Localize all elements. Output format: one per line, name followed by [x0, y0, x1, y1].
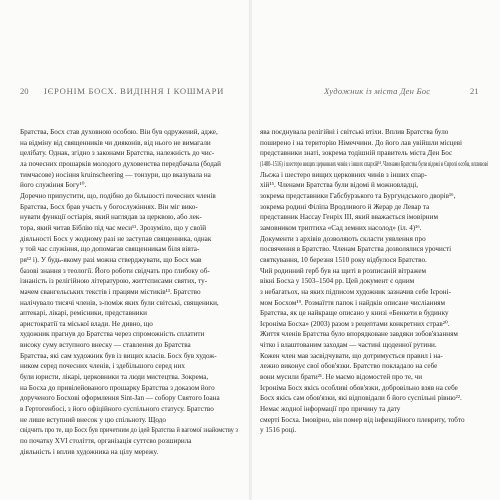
text-line: лежно виконує свої обов'язки. Братство покладало на себе: [260, 362, 438, 371]
text-line: налічувало тисячі членів, з-поміж яких були світські, священики,: [20, 298, 219, 307]
text-line: аптекарі, лікарі, ремісники, представники: [20, 309, 147, 318]
text-line: замовником триптиха «Сад земних насолод» (іл. 4)¹⁶.: [260, 223, 422, 232]
text-line: чітко і влаштованим заходам — частині щоденної рутини.: [260, 341, 437, 350]
text-line: дорученого Босхові оформлення Sint-Jan — собору Святого Іоана: [20, 394, 220, 403]
text-line: у 1516 році.: [260, 426, 297, 435]
left-page: [0, 0, 249, 500]
running-title: Художник із міста Ден Бос: [324, 86, 431, 96]
text-line: поширено і на територію Німеччини. До його лав увійшли місцеві: [260, 138, 463, 147]
text-line: на відміну від священників чи дияконів, від нього не вимагали: [20, 138, 211, 147]
text-line: Життя членів Братства було впорядковане завдяки зобов'язанням: [260, 330, 458, 339]
text-line: Доречно припустити, що, подібно до більшості почесних членів: [20, 191, 216, 200]
text-line: мачем євангельських текстів і працями містиків¹³. Братство: [20, 287, 201, 296]
text-line: не лише вступний внесок у цю спільноту. Щодо: [20, 415, 166, 424]
text-line: нувати функції остіарія, який наглядав за церквою, або лек-: [20, 213, 202, 222]
text-line: в Гертогенбосі, з його офіційного суспільного статусу. Братство: [20, 405, 214, 414]
text-line: мом Босхом¹⁹. Розмаїття папок і найдків описане числіанням: [260, 298, 446, 307]
text-line: Немає жодної інформації про причину та дату: [260, 405, 401, 414]
text-line: Братства, як це найкраще описано у книзі «Бенкети в будинку: [260, 309, 449, 318]
text-line: Ієроніма Босха» (2003) разом з рецептами конкретних страв²⁰.: [260, 319, 450, 328]
text-line: ла почесних прошарків молодого духовенства передбачала (бодай: [20, 159, 221, 168]
text-line: (1480–1516) і шестеро вищих церковних чинів з інших єпархій¹⁴. Членами Братства були відомі в Європі особи, впливові: [260, 159, 488, 168]
text-line: аристократії та міської влади. Не дивно, що: [20, 319, 153, 328]
text-line: хій¹⁵. Членами Братства були відомі й можновладці,: [260, 181, 419, 190]
text-line: ява поєднувала релігійні і світські втіхи. Вплив Братства було: [260, 128, 449, 136]
text-line: ником серед почесних членів, і здебільшого серед них: [20, 362, 185, 371]
text-line: зокрема родині Філіпа Вродливого й Жерар де Левар та: [260, 202, 430, 211]
text-line: з небагатьох, на яких підписом художник зазначив себе Ієроні-: [260, 287, 451, 296]
text-line: Чий родинний герб був на щиті в розписаній вітражем: [260, 266, 427, 275]
text-line: зокрема представники Габсбурзького та Бургундського дворів¹⁶,: [260, 191, 456, 200]
text-line: діяльності Босх у жодному разі не заступав священника, однак: [20, 234, 212, 243]
text-line: святкування, 10 березня 1510 року відбулося Братство.: [260, 255, 427, 264]
text-line: Льєжа і шестеро вищих церковних чинів з інших єпар-: [260, 170, 427, 179]
text-line: базові знання з теології. Його роботи свідчать про глибоку об-: [20, 266, 210, 275]
text-line: у той час служіння, що допомагав священникам біля вівта-: [20, 245, 200, 254]
text-line: його служіння Богу¹⁰.: [20, 181, 87, 190]
text-line: Братства, які сам художник був із вищих класів. Босх був худож-: [20, 351, 217, 360]
page-number: 21: [470, 86, 479, 96]
text-line: посвячення в Братство. Членам Братства дозволялися урочисті: [260, 245, 452, 254]
body-text: [20, 127, 266, 457]
text-line: Братства, Босх брав участь у богослужіннях. Він міг вико-: [20, 202, 198, 211]
text-line: Ієроніма Босх якісь особливі обов'язки, добровільно взяв на себе: [260, 383, 458, 392]
text-line: вони мусили брати²¹. Не маємо відомостей про те, чи: [260, 373, 423, 382]
text-line: Босх якісь сам обов'язки, які відповідали б його суспільні рівню²².: [260, 394, 462, 403]
text-line: Документи з архівів дозволяють скласти уявлення про: [260, 234, 426, 243]
text-line: свідчить про те, що Босх був причетним до ідей Братства й вагомої знайомству з: [20, 426, 238, 435]
running-title: ІЄРОНІМ БОСХ. ВИДІННЯ І КОШМАРИ: [44, 86, 225, 96]
text-line: ря¹² і). У будь-якому разі можна стверджувати, що Босх мав: [20, 255, 202, 264]
text-line: целібату. Однак, згідно з законами Братства, належність до чис-: [20, 149, 215, 158]
body-text: [260, 127, 500, 436]
text-line: по початку XVI століття, організація суттєво розширила: [20, 437, 192, 446]
right-page: [252, 0, 500, 500]
text-line: вікні Босха у 1503–1504 pp. Цей документ є одним: [260, 277, 415, 286]
text-line: Братства, Босх став духовною особою. Він був одружений, адже,: [20, 128, 218, 136]
text-line: тимчасове) носіння kruinscheering — тонзури, що вказувала на: [20, 170, 211, 179]
text-line: були юристи, лікарі, церковники та люди мистецтва. Зокрема,: [20, 373, 209, 382]
text-line: на Босха до привілейованого прошарку Братства з доказом його: [20, 383, 215, 392]
text-line: ізнаність із релігійною літературою, життєписами святих, ту-: [20, 277, 208, 286]
text-line: тора, який читав Біблію під час меси¹¹. Зрозуміло, що у своїй: [20, 223, 207, 232]
text-line: художник прагнув до Братства через спроможність сплатити: [20, 330, 205, 339]
text-line: смерті Босха. Імовірно, він помер від інфекційного плевриту, тобто: [260, 415, 465, 424]
page-number: 20: [20, 86, 29, 96]
text-line: представник Нассау Генріх III, який вважається імовірним: [260, 213, 438, 222]
text-line: представники знаті, зокрема тодішній правитель міста Ден Бос: [260, 149, 453, 158]
text-line: діяльність і вплив художника на цілу мережу.: [20, 447, 159, 456]
text-line: високу суму вступного внеску — ставлення до Братства: [20, 341, 191, 350]
text-line: Кожен член мав засвідчувати, що дотримується правил і на-: [260, 351, 443, 360]
